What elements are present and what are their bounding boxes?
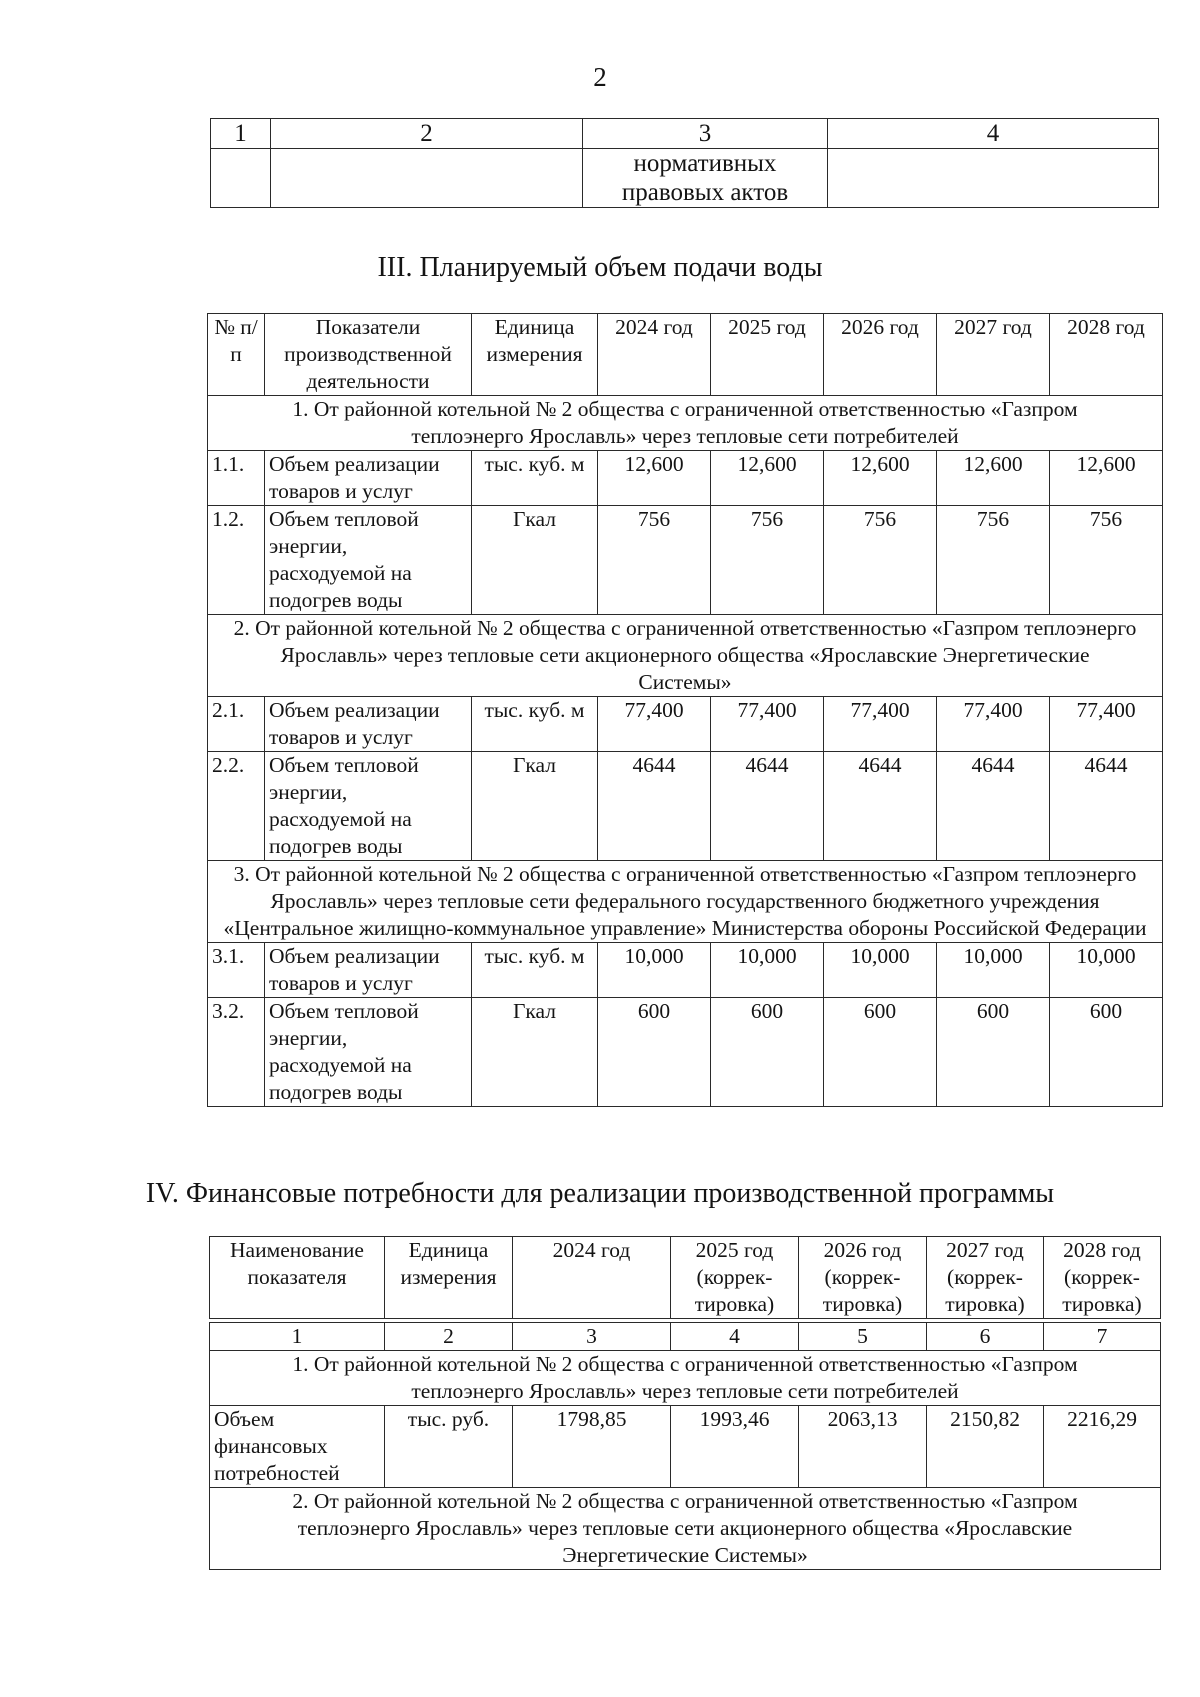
row-value: 10,000 xyxy=(824,943,937,998)
header-cell: 3 xyxy=(583,119,828,149)
column-number-row xyxy=(210,1323,1161,1351)
header-cell: Наименование показателя xyxy=(210,1237,385,1319)
row-value: 756 xyxy=(1050,506,1163,615)
continuation-table xyxy=(210,118,1159,208)
row-value: 1993,46 xyxy=(671,1406,799,1488)
column-number: 6 xyxy=(927,1323,1044,1351)
table-header-row xyxy=(210,1237,1161,1319)
financial-needs-table xyxy=(209,1236,1161,1570)
page-number: 2 xyxy=(593,62,607,92)
row-value: 4644 xyxy=(937,752,1050,861)
row-value: 10,000 xyxy=(1050,943,1163,998)
column-number: 7 xyxy=(1044,1323,1161,1351)
row-value: 12,600 xyxy=(598,451,711,506)
column-number: 2 xyxy=(385,1323,513,1351)
group-title-row xyxy=(208,615,1163,697)
group-title-row xyxy=(210,1488,1161,1570)
row-indicator: Объем реализации товаров и услуг xyxy=(265,943,472,998)
row-indicator: Объем реализации товаров и услуг xyxy=(265,697,472,752)
row-value: 600 xyxy=(598,998,711,1107)
header-cell: 2028 год xyxy=(1050,314,1163,396)
row-unit: Гкал xyxy=(472,998,598,1107)
header-cell: № п/п xyxy=(208,314,265,396)
row-value: 12,600 xyxy=(937,451,1050,506)
group-title: 2. От районной котельной № 2 общества с ограниченной ответственностью «Газпром теплоэнерго Ярославль» через тепловые сети акционерного общества «Ярославские Энергетические Системы» xyxy=(208,615,1163,697)
header-cell: 2027 год xyxy=(937,314,1050,396)
row-number: 1.1. xyxy=(208,451,265,506)
header-cell: Единица измерения xyxy=(385,1237,513,1319)
row-value: 1798,85 xyxy=(513,1406,671,1488)
row-value: 756 xyxy=(824,506,937,615)
row-indicator: Объем тепловой энергии, расходуемой на подогрев воды xyxy=(265,752,472,861)
row-unit: тыс. куб. м xyxy=(472,943,598,998)
table-row xyxy=(208,943,1163,998)
row-value: 600 xyxy=(937,998,1050,1107)
row-indicator: Объем тепловой энергии, расходуемой на подогрев воды xyxy=(265,506,472,615)
table-cell xyxy=(828,149,1159,208)
header-cell: Показатели производственной деятельности xyxy=(265,314,472,396)
water-supply-table xyxy=(207,313,1163,1107)
row-value: 4644 xyxy=(711,752,824,861)
table-header-row xyxy=(211,119,1159,149)
row-value: 756 xyxy=(937,506,1050,615)
group-title: 3. От районной котельной № 2 общества с ограниченной ответственностью «Газпром теплоэнерго Ярославль» через тепловые сети федерального государственного бюджетного учреждения «Центральное жилищно-коммунальное управление» Министерства обороны Российской Федерации xyxy=(208,861,1163,943)
table-cell xyxy=(271,149,583,208)
row-unit: тыс. руб. xyxy=(385,1406,513,1488)
table-cell xyxy=(211,149,271,208)
column-number: 3 xyxy=(513,1323,671,1351)
row-number: 1.2. xyxy=(208,506,265,615)
header-cell: Единица измерения xyxy=(472,314,598,396)
row-number: 3.1. xyxy=(208,943,265,998)
row-indicator: Объем тепловой энергии, расходуемой на подогрев воды xyxy=(265,998,472,1107)
table-row xyxy=(208,998,1163,1107)
header-cell: 2025 год xyxy=(711,314,824,396)
row-value: 10,000 xyxy=(711,943,824,998)
header-cell: 2 xyxy=(271,119,583,149)
table-row xyxy=(208,506,1163,615)
group-title: 1. От районной котельной № 2 общества с ограниченной ответственностью «Газпром теплоэнерго Ярославль» через тепловые сети потребителей xyxy=(210,1351,1161,1406)
row-value: 77,400 xyxy=(824,697,937,752)
section-4-title: IV. Финансовые потребности для реализации производственной программы xyxy=(145,1178,1055,1209)
row-value: 756 xyxy=(711,506,824,615)
group-title-row xyxy=(208,861,1163,943)
row-value: 77,400 xyxy=(598,697,711,752)
row-number: 2.1. xyxy=(208,697,265,752)
row-unit: тыс. куб. м xyxy=(472,697,598,752)
row-value: 10,000 xyxy=(937,943,1050,998)
row-value: 600 xyxy=(711,998,824,1107)
row-value: 2150,82 xyxy=(927,1406,1044,1488)
header-cell: 2027 год (коррек-тировка) xyxy=(927,1237,1044,1319)
row-value: 2216,29 xyxy=(1044,1406,1161,1488)
column-number: 4 xyxy=(671,1323,799,1351)
header-cell: 2026 год (коррек-тировка) xyxy=(799,1237,927,1319)
row-number: 3.2. xyxy=(208,998,265,1107)
row-value: 77,400 xyxy=(711,697,824,752)
row-unit: Гкал xyxy=(472,506,598,615)
table-row xyxy=(211,149,1159,208)
header-cell: 2024 год xyxy=(513,1237,671,1319)
row-value: 12,600 xyxy=(711,451,824,506)
group-title: 2. От районной котельной № 2 общества с ограниченной ответственностью «Газпром теплоэнерго Ярославль» через тепловые сети акционерного общества «Ярославские Энергетические Системы» xyxy=(210,1488,1161,1570)
header-cell: 2025 год (коррек-тировка) xyxy=(671,1237,799,1319)
table-row xyxy=(208,697,1163,752)
row-value: 4644 xyxy=(598,752,711,861)
row-value: 2063,13 xyxy=(799,1406,927,1488)
header-cell: 2024 год xyxy=(598,314,711,396)
row-unit: тыс. куб. м xyxy=(472,451,598,506)
column-number: 5 xyxy=(799,1323,927,1351)
row-value: 10,000 xyxy=(598,943,711,998)
row-value: 600 xyxy=(824,998,937,1107)
table-row xyxy=(208,451,1163,506)
group-title: 1. От районной котельной № 2 общества с ограниченной ответственностью «Газпром теплоэнерго Ярославль» через тепловые сети потребителей xyxy=(208,396,1163,451)
row-value: 4644 xyxy=(824,752,937,861)
table-row xyxy=(208,752,1163,861)
group-title-row xyxy=(208,396,1163,451)
row-value: 756 xyxy=(598,506,711,615)
row-value: 77,400 xyxy=(1050,697,1163,752)
header-cell: 4 xyxy=(828,119,1159,149)
header-cell: 2028 год (коррек-тировка) xyxy=(1044,1237,1161,1319)
row-indicator: Объем реализации товаров и услуг xyxy=(265,451,472,506)
header-cell: 1 xyxy=(211,119,271,149)
table-cell: нормативных правовых актов xyxy=(583,149,828,208)
table-header-row xyxy=(208,314,1163,396)
header-cell: 2026 год xyxy=(824,314,937,396)
row-value: 12,600 xyxy=(1050,451,1163,506)
group-title-row xyxy=(210,1351,1161,1406)
row-value: 12,600 xyxy=(824,451,937,506)
row-value: 600 xyxy=(1050,998,1163,1107)
section-3-title: III. Планируемый объем подачи воды xyxy=(377,252,823,283)
row-unit: Гкал xyxy=(472,752,598,861)
table-row xyxy=(210,1406,1161,1488)
row-indicator: Объем финансовых потребностей xyxy=(210,1406,385,1488)
row-value: 77,400 xyxy=(937,697,1050,752)
row-value: 4644 xyxy=(1050,752,1163,861)
row-number: 2.2. xyxy=(208,752,265,861)
column-number: 1 xyxy=(210,1323,385,1351)
